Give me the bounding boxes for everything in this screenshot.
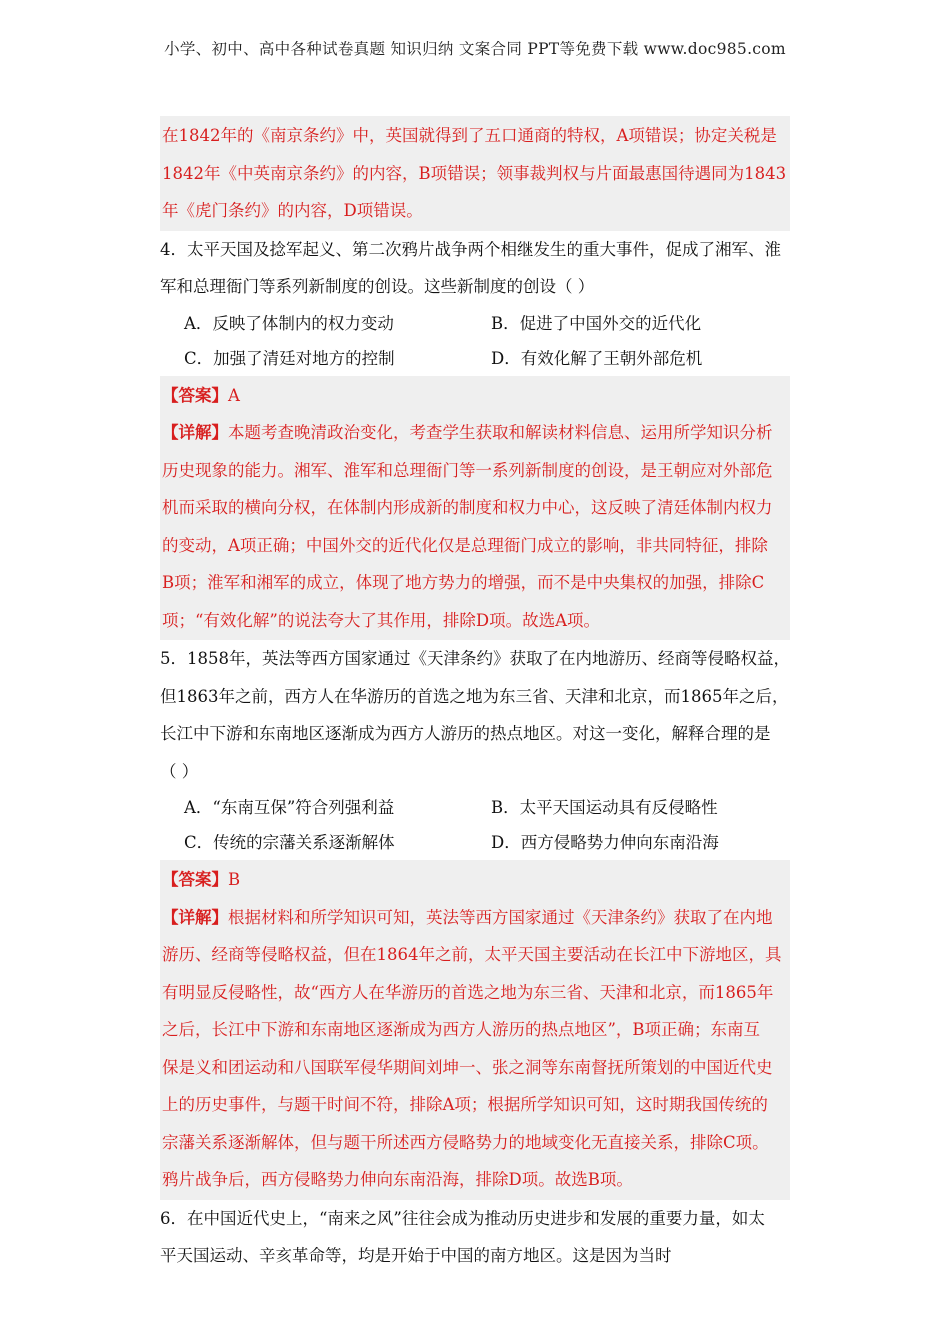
detail-line: 有明显反侵略性，故“西方人在华游历的首选之地为东三省、天津和北京，而1865年 [162, 982, 774, 1002]
answer-tag: 【答案】 [162, 870, 228, 889]
detail-line [162, 899, 786, 937]
explanation-line: 1842年《中英南京条约》的内容，B项错误；领事裁判权与片面最惠国待遇同为1843 [162, 163, 786, 183]
option-a: A．“东南互保”符合列强利益 [184, 798, 395, 817]
option-b: B．促进了中国外交的近代化 [491, 313, 702, 333]
option-d: D．有效化解了王朝外部危机 [491, 348, 703, 368]
question-text: 4．太平天国及捻军起义、第二次鸦片战争两个相继发生的重大事件，促成了湘军、淮 [160, 239, 781, 259]
question-text: 但1863年之前，西方人在华游历的首选之地为东三省、天津和北京，而1865年之后， [160, 686, 789, 706]
document-body [160, 116, 790, 1275]
explanation-line: 年《虎门条约》的内容，D项错误。 [162, 201, 423, 220]
detail-line: 鸦片战争后，西方侵略势力伸向东南沿海，排除D项。故选B项。 [162, 1170, 633, 1189]
question-text: 长江中下游和东南地区逐渐成为西方人游历的热点地区。对这一变化，解释合理的是 [160, 724, 771, 743]
detail-line: 上的历史事件，与题干时间不符，排除A项；根据所学知识可知，这时期我国传统的 [162, 1095, 768, 1114]
question-4 [160, 231, 790, 641]
option-a: A．反映了体制内的权力变动 [184, 313, 394, 333]
option-d: D．西方侵略势力伸向东南沿海 [491, 833, 719, 852]
question-4-answer-box [160, 376, 790, 641]
option-b: B．太平天国运动具有反侵略性 [491, 798, 718, 817]
detail-tag: 【详解】 [162, 423, 228, 442]
question-text: 军和总理衙门等系列新制度的创设。这些新制度的创设（ ） [160, 277, 595, 296]
question-text: 5．1858年，英法等西方国家通过《天津条约》获取了在内地游历、经商等侵略权益， [160, 649, 790, 668]
detail-line: 游历、经商等侵略权益，但在1864年之前，太平天国主要活动在长江中下游地区，具 [162, 945, 782, 964]
detail-line: 项；“有效化解”的说法夸大了其作用，排除D项。故选A项。 [162, 610, 601, 630]
option-c: C．加强了清廷对地方的控制 [184, 348, 395, 368]
question-6 [160, 1200, 790, 1275]
detail-line [162, 414, 786, 452]
answer-line [162, 377, 786, 415]
previous-explanation-continued [160, 116, 790, 231]
explanation-line: 在1842年的《南京条约》中，英国就得到了五口通商的特权，A项错误；协定关税是 [162, 126, 777, 145]
answer-line [162, 861, 786, 899]
answer-value: A [228, 385, 240, 405]
option-c: C．传统的宗藩关系逐渐解体 [184, 833, 395, 852]
question-text: （ ） [160, 761, 199, 781]
page-header: 小学、初中、高中各种试卷真题 知识归纳 文案合同 PPT等免费下载 www.doc985.com [164, 40, 786, 58]
question-5-options [184, 790, 790, 860]
detail-line: 的变动，A项正确；中国外交的近代化仅是总理衙门成立的影响，非共同特征，排除 [162, 535, 768, 555]
detail-text: 根据材料和所学知识可知，英法等西方国家通过《天津条约》获取了在内地 [228, 907, 773, 927]
question-5 [160, 640, 790, 1200]
detail-line: 之后，长江中下游和东南地区逐渐成为西方人游历的热点地区”，B项正确；东南互 [162, 1020, 761, 1039]
detail-line: 宗藩关系逐渐解体，但与题干所述西方侵略势力的地域变化无直接关系，排除C项。 [162, 1132, 769, 1152]
detail-line: 机而采取的横向分权，在体制内形成新的制度和权力中心，这反映了清廷体制内权力 [162, 498, 773, 517]
detail-tag: 【详解】 [162, 907, 228, 927]
question-5-answer-box [160, 860, 790, 1200]
detail-text: 本题考查晚清政治变化，考查学生获取和解读材料信息、运用所学知识分析 [228, 423, 773, 442]
detail-line: 保是义和团运动和八国联军侵华期间刘坤一、张之洞等东南督抚所策划的中国近代史 [162, 1057, 773, 1077]
answer-tag: 【答案】 [162, 385, 228, 405]
question-text: 平天国运动、辛亥革命等，均是开始于中国的南方地区。这是因为当时 [160, 1246, 672, 1265]
detail-line: B项；淮军和湘军的成立，体现了地方势力的增强，而不是中央集权的加强，排除C [162, 573, 765, 592]
question-text: 6．在中国近代史上，“南来之风”往往会成为推动历史进步和发展的重要力量，如太 [160, 1208, 765, 1228]
question-4-options [184, 306, 790, 376]
detail-line: 历史现象的能力。湘军、淮军和总理衙门等一系列新制度的创设，是王朝应对外部危 [162, 460, 773, 480]
answer-value: B [228, 870, 241, 889]
